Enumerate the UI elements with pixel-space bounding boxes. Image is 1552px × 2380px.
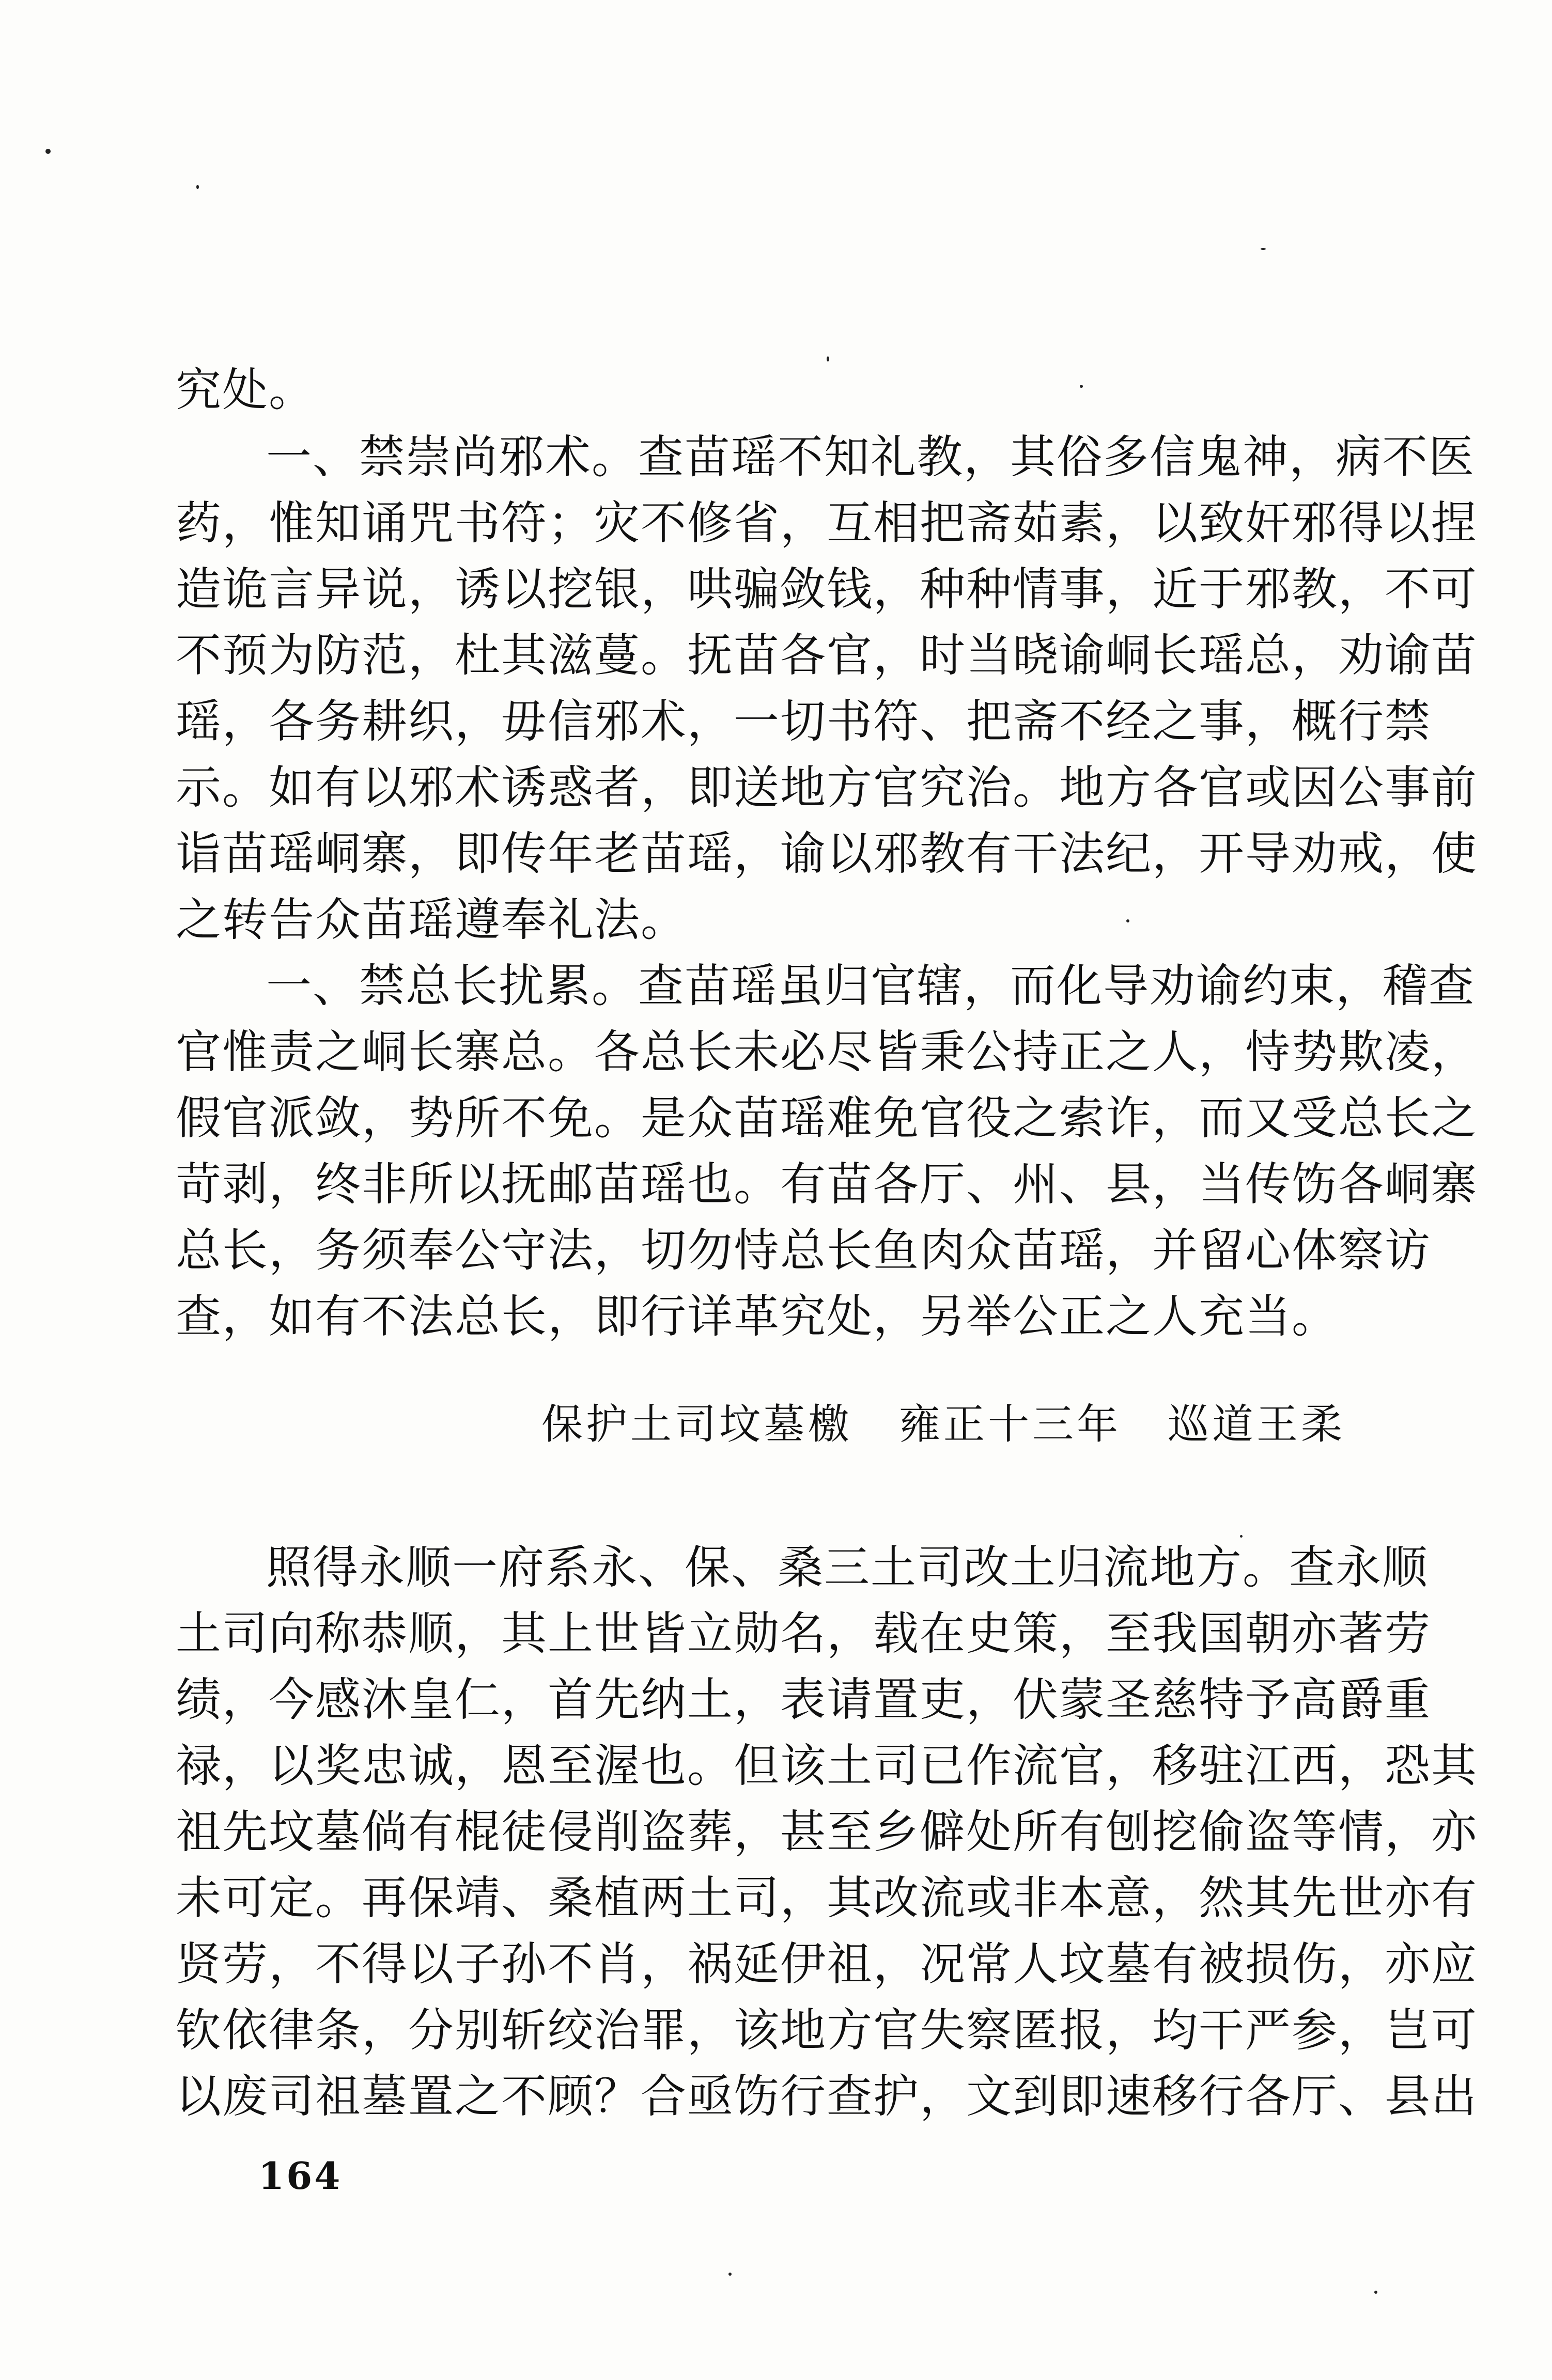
scan-speck — [827, 356, 829, 362]
text-line: 一、禁总长扰累。查苗瑶虽归官辖，而化导劝谕约束，稽查 — [266, 959, 1476, 1012]
text-line: 苛剥，终非所以抚邮苗瑶也。有苗各厅、州、县，当传饬各峒寨 — [176, 1157, 1478, 1211]
heading-author: 巡道王柔 — [1168, 1400, 1345, 1448]
page-number: 164 — [258, 2154, 343, 2198]
heading-title: 保护土司坟墓檄 — [541, 1400, 852, 1448]
text-line: 示。如有以邪术诱惑者，即送地方官究治。地方各官或因公事前 — [176, 761, 1478, 814]
text-line: 假官派敛，势所不免。是众苗瑶难免官役之索诈，而又受总长之 — [176, 1091, 1478, 1145]
text-line: 究处。 — [176, 363, 316, 416]
scan-speck — [45, 149, 51, 154]
text-line: 诣苗瑶峒寨，即传年老苗瑶，谕以邪教有干法纪，开导劝戒，使 — [176, 827, 1478, 880]
text-line: 钦依律条，分别斩绞治罪，该地方官失察匿报，均干严参，岂可 — [176, 2003, 1478, 2057]
text-line: 之转告众苗瑶遵奉礼法。 — [176, 893, 688, 946]
scan-speck — [196, 185, 199, 189]
text-line: 查，如有不法总长，即行详革究处，另举公正之人充当。 — [176, 1290, 1339, 1343]
text-line: 一、禁崇尚邪术。查苗瑶不知礼教，其俗多信鬼神，病不医 — [266, 430, 1476, 483]
text-line: 总长，务须奉公守法，切勿恃总长鱼肉众苗瑶，并留心体察访 — [176, 1224, 1432, 1277]
text-line: 照得永顺一府系永、保、桑三土司改土归流地方。查永顺 — [266, 1541, 1429, 1594]
scan-speck — [728, 2273, 732, 2276]
text-line: 瑶，各务耕织，毋信邪术，一切书符、把斋不经之事，概行禁 — [176, 695, 1432, 748]
text-line: 以废司祖墓置之不顾？合亟饬行查护，文到即速移行各厅、县出 — [176, 2070, 1478, 2123]
text-line: 土司向称恭顺，其上世皆立勋名，载在史策，至我国朝亦著劳 — [176, 1607, 1432, 1660]
text-line: 未可定。再保靖、桑植两土司，其改流或非本意，然其先世亦有 — [176, 1871, 1478, 1924]
text-line: 药，惟知诵咒书符；灾不修省，互相把斋茹素，以致奸邪得以捏 — [176, 496, 1478, 550]
document-heading — [541, 1399, 1345, 1450]
scan-speck — [1261, 248, 1266, 250]
text-line: 祖先坟墓倘有棍徒侵削盗葬，甚至乡僻处所有刨挖偷盗等情，亦 — [176, 1805, 1478, 1858]
text-line: 贤劳，不得以子孙不肖，祸延伊祖，况常人坟墓有被损伤，亦应 — [176, 1937, 1478, 1991]
heading-date: 雍正十三年 — [899, 1400, 1121, 1448]
text-line: 禄，以奖忠诚，恩至渥也。但该土司已作流官，移驻江西，恐其 — [176, 1739, 1478, 1792]
text-line: 造诡言异说，诱以挖银，哄骗敛钱，种种情事，近于邪教，不可 — [176, 562, 1478, 616]
scan-speck — [1240, 1535, 1243, 1538]
text-line: 不预为防范，杜其滋蔓。抚苗各官，时当晓谕峒长瑶总，劝谕苗 — [176, 629, 1478, 682]
scan-speck — [1374, 2291, 1377, 2294]
text-line: 官惟责之峒长寨总。各总长未必尽皆秉公持正之人，恃势欺凌， — [176, 1025, 1478, 1078]
text-line: 绩，今感沐皇仁，首先纳土，表请置吏，伏蒙圣慈特予高爵重 — [176, 1673, 1432, 1726]
